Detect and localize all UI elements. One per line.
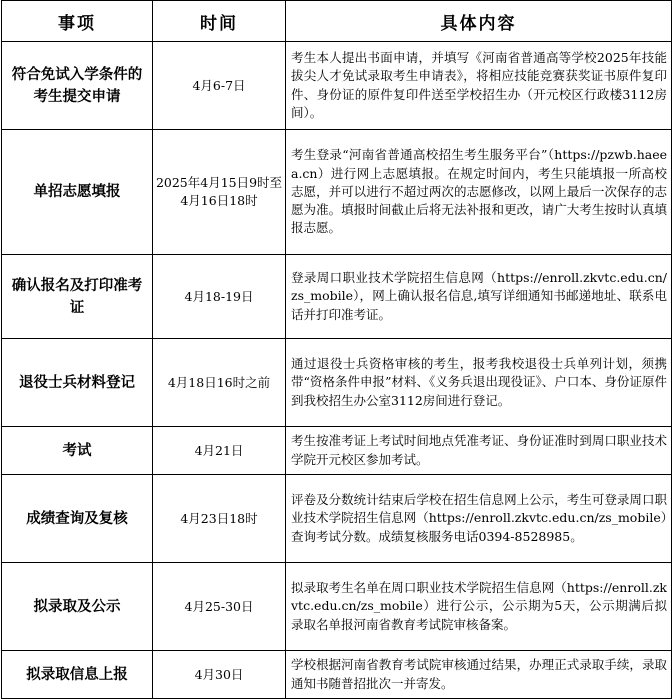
- header-time: 时间: [153, 1, 286, 42]
- header-item: 事项: [2, 1, 153, 42]
- row-time: 4月23日18时: [153, 475, 286, 563]
- table-header-row: [2, 1, 672, 42]
- row-item: 拟录取信息上报: [2, 651, 153, 699]
- row-item: 单招志愿填报: [2, 130, 153, 255]
- row-item: 确认报名及打印准考证: [2, 255, 153, 339]
- row-item: 退役士兵材料登记: [2, 339, 153, 427]
- row-item: 符合免试入学条件的考生提交申请: [2, 42, 153, 130]
- table-row: [2, 427, 672, 475]
- row-detail: 考生按准考证上考试时间地点凭准考证、身份证准时到周口职业技术学院开元校区参加考试。: [286, 427, 672, 475]
- row-detail: 考生本人提出书面申请，并填写《河南省普通高等学校2025年技能拔尖人才免试录取考生申请表》，将相应技能竞赛获奖证书原件复印件、身份证的原件复印件送至学校招生办（开元校区行政楼3112房间）。: [286, 42, 672, 130]
- table-row: [2, 255, 672, 339]
- schedule-table: [1, 0, 672, 699]
- row-item: 成绩查询及复核: [2, 475, 153, 563]
- row-time: 4月18日16时之前: [153, 339, 286, 427]
- row-time: 4月25-30日: [153, 563, 286, 651]
- row-time: 2025年4月15日9时至4月16日18时: [153, 130, 286, 255]
- row-detail: 拟录取考生名单在周口职业技术学院招生信息网（https://enroll.zkvtc.edu.cn/zs_mobile）进行公示，公示期为5天，公示期满后拟录取名单报河南省教育考试院审核备案。: [286, 563, 672, 651]
- table-row: [2, 475, 672, 563]
- table-row: [2, 130, 672, 255]
- table-row: [2, 651, 672, 699]
- row-detail: 登录周口职业技术学院招生信息网（https://enroll.zkvtc.edu.cn/zs_mobile），网上确认报名信息,填写详细通知书邮递地址、联系电话并打印准考证。: [286, 255, 672, 339]
- row-detail: 评卷及分数统计结束后学校在招生信息网上公示，考生可登录周口职业技术学院招生信息网（https://enroll.zkvtc.edu.cn/zs_mobile）查询考试分数。成绩复核服务电话0394-8528985。: [286, 475, 672, 563]
- row-time: 4月30日: [153, 651, 286, 699]
- table-row: [2, 339, 672, 427]
- header-detail: 具体内容: [286, 1, 672, 42]
- row-time: 4月18-19日: [153, 255, 286, 339]
- row-item: 拟录取及公示: [2, 563, 153, 651]
- row-item: 考试: [2, 427, 153, 475]
- table-row: [2, 42, 672, 130]
- row-time: 4月6-7日: [153, 42, 286, 130]
- row-detail: 学校根据河南省教育考试院审核通过结果，办理正式录取手续，录取通知书随普招批次一并寄发。: [286, 651, 672, 699]
- row-detail: 通过退役士兵资格审核的考生，报考我校退役士兵单列计划，须携带“资格条件申报”材料、《义务兵退出现役证》、户口本、身份证原件到我校招生办公室3112房间进行登记。: [286, 339, 672, 427]
- row-time: 4月21日: [153, 427, 286, 475]
- row-detail: 考生登录“河南省普通高校招生考生服务平台”（https://pzwb.haeea.cn）进行网上志愿填报。在规定时间内，考生只能填报一所高校志愿，并可以进行不超过两次的志愿修改，以网上最后一次保存的志愿为准。填报时间截止后将无法补报和更改，请广大考生按时认真填报志愿。: [286, 130, 672, 255]
- table-row: [2, 563, 672, 651]
